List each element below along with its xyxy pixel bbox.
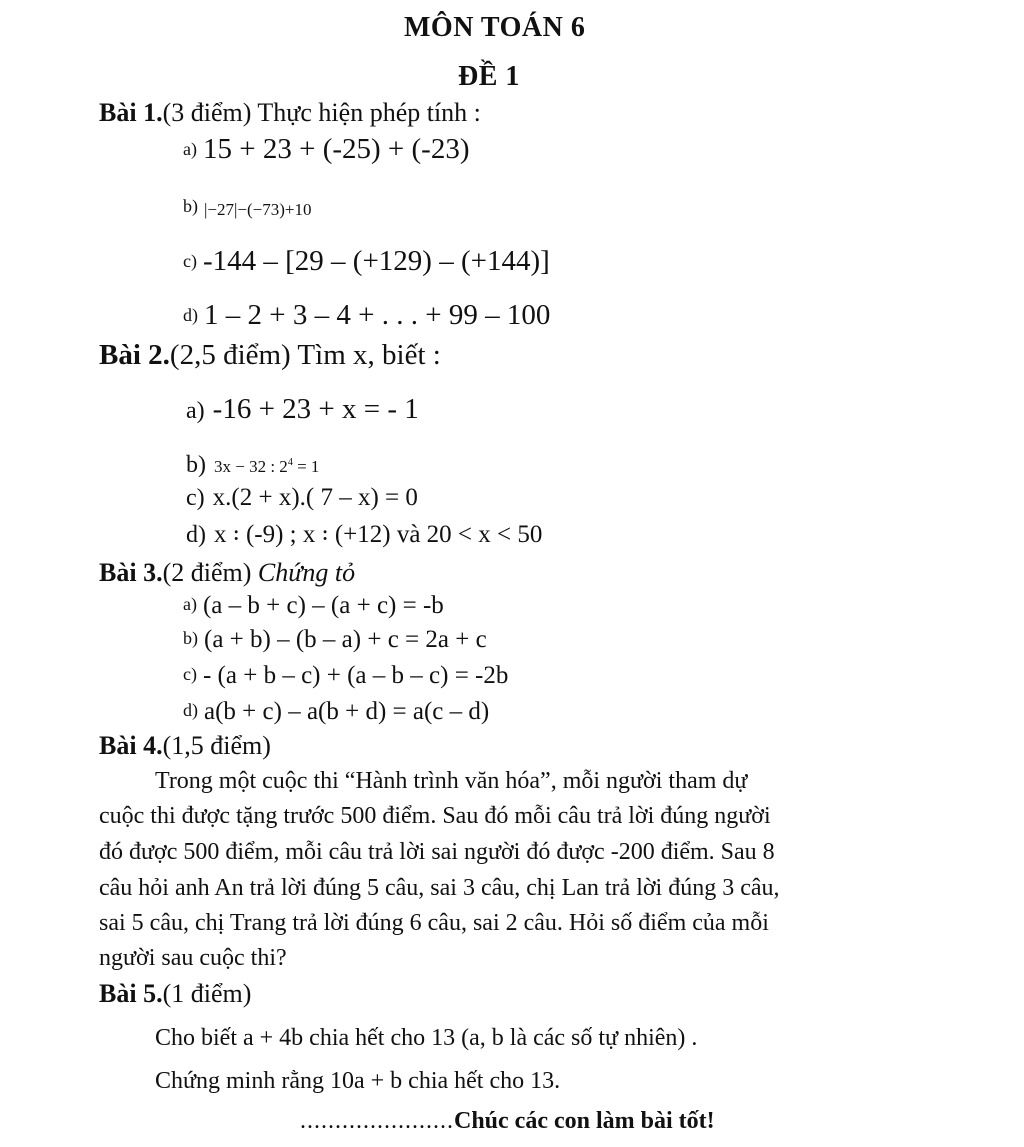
exam-title: ĐỀ 1	[458, 61, 520, 92]
bai3-item-c	[183, 663, 508, 688]
bai1-heading-text: (3 điểm) Thực hiện phép tính :	[162, 98, 481, 127]
item-expression: (a – b + c) – (a + c) = -b	[202, 592, 444, 619]
item-label: c)	[183, 664, 197, 684]
bai5-number: Bài 5.	[99, 979, 163, 1008]
bai2-item-c	[186, 485, 418, 510]
item-label: d)	[183, 700, 198, 720]
bai4-line-2: cuộc thi được tặng trước 500 điểm. Sau đó mỗi câu trả lời đúng người	[99, 803, 771, 829]
bai4-line-4: câu hỏi anh An trả lời đúng 5 câu, sai 3 câu, chị Lan trả lời đúng 3 câu,	[99, 875, 780, 901]
item-label: a)	[183, 594, 197, 614]
bai4-number: Bài 4.	[99, 731, 163, 760]
item-label: b)	[183, 196, 198, 216]
item-label: c)	[186, 485, 205, 511]
item-label: a)	[186, 398, 205, 424]
item-expression: 15 + 23 + (-25) + (-23)	[202, 133, 470, 165]
bai1-heading	[99, 100, 481, 126]
bai1-item-c	[183, 247, 550, 276]
bai1-item-a	[183, 135, 470, 164]
item-expression: -144 – [29 – (+129) – (+144)]	[202, 245, 550, 277]
bai2-item-a	[186, 395, 419, 424]
item-expression: 3x − 32 : $2^4 = 1$	[214, 457, 320, 476]
bai4-line-3: đó được 500 điểm, mỗi câu trả lời sai người đó được -200 điểm. Sau 8	[99, 839, 775, 865]
bai2-item-b	[186, 449, 319, 478]
item-expression: a(b + c) – a(b + d) = a(c – d)	[204, 698, 490, 725]
item-expression: x.(2 + x).( 7 – x) = 0	[212, 484, 418, 511]
bai5-heading-text: (1 điểm)	[162, 979, 252, 1008]
bai3-item-b	[183, 627, 487, 652]
bai2-number: Bài 2.	[99, 339, 170, 371]
bai1-item-d	[183, 301, 550, 330]
item-label: d)	[186, 522, 206, 548]
subject-title: MÔN TOÁN 6	[404, 12, 586, 43]
item-expression: 1 – 2 + 3 – 4 + . . . + 99 – 100	[204, 299, 551, 331]
bai5-heading	[99, 981, 251, 1007]
footer-wish	[300, 1109, 715, 1133]
bai4-line-6: người sau cuộc thi?	[99, 945, 287, 971]
bai3-item-d	[183, 699, 489, 724]
bai4-heading-text: (1,5 điểm)	[162, 731, 271, 760]
item-label: b)	[186, 452, 206, 478]
item-label: d)	[183, 305, 198, 325]
bai3-item-a	[183, 593, 444, 618]
footer-text: Chúc các con làm bài tốt!	[454, 1108, 715, 1134]
bai4-line-1: Trong một cuộc thi “Hành trình văn hóa”, mỗi người tham dự	[155, 768, 748, 794]
bai3-heading-text: (2 điểm)	[162, 558, 258, 587]
bai5-line-2: Chứng minh rằng 10a + b chia hết cho 13.	[155, 1068, 561, 1094]
item-expression: x ꞉ (-9) ; x ꞉ (+12) và 20 < x < 50	[214, 521, 543, 548]
bai2-heading-text: (2,5 điểm) Tìm x, biết :	[169, 339, 441, 371]
item-expression: |−27|−(−73)+10	[204, 200, 312, 219]
bai2-heading	[99, 341, 441, 370]
bai2-item-d	[186, 522, 542, 547]
bai5-line-1: Cho biết a + 4b chia hết cho 13 (a, b là các số tự nhiên) .	[155, 1025, 698, 1051]
item-expression: (a + b) – (b – a) + c = 2a + c	[204, 626, 487, 653]
bai3-heading	[99, 560, 355, 586]
footer-dots: ......................	[300, 1108, 454, 1134]
bai3-number: Bài 3.	[99, 558, 163, 587]
item-label: b)	[183, 628, 198, 648]
bai4-heading	[99, 733, 271, 759]
item-label: c)	[183, 251, 197, 271]
bai4-line-5: sai 5 câu, chị Trang trả lời đúng 6 câu, sai 2 câu. Hỏi số điểm của mỗi	[99, 910, 769, 936]
item-expression: -16 + 23 + x = - 1	[212, 393, 419, 425]
item-expression: - (a + b – c) + (a – b – c) = -2b	[202, 662, 509, 689]
bai1-number: Bài 1.	[99, 98, 163, 127]
item-label: a)	[183, 139, 197, 159]
bai1-item-b	[183, 192, 311, 221]
bai3-heading-italic: Chứng tỏ	[257, 558, 356, 587]
